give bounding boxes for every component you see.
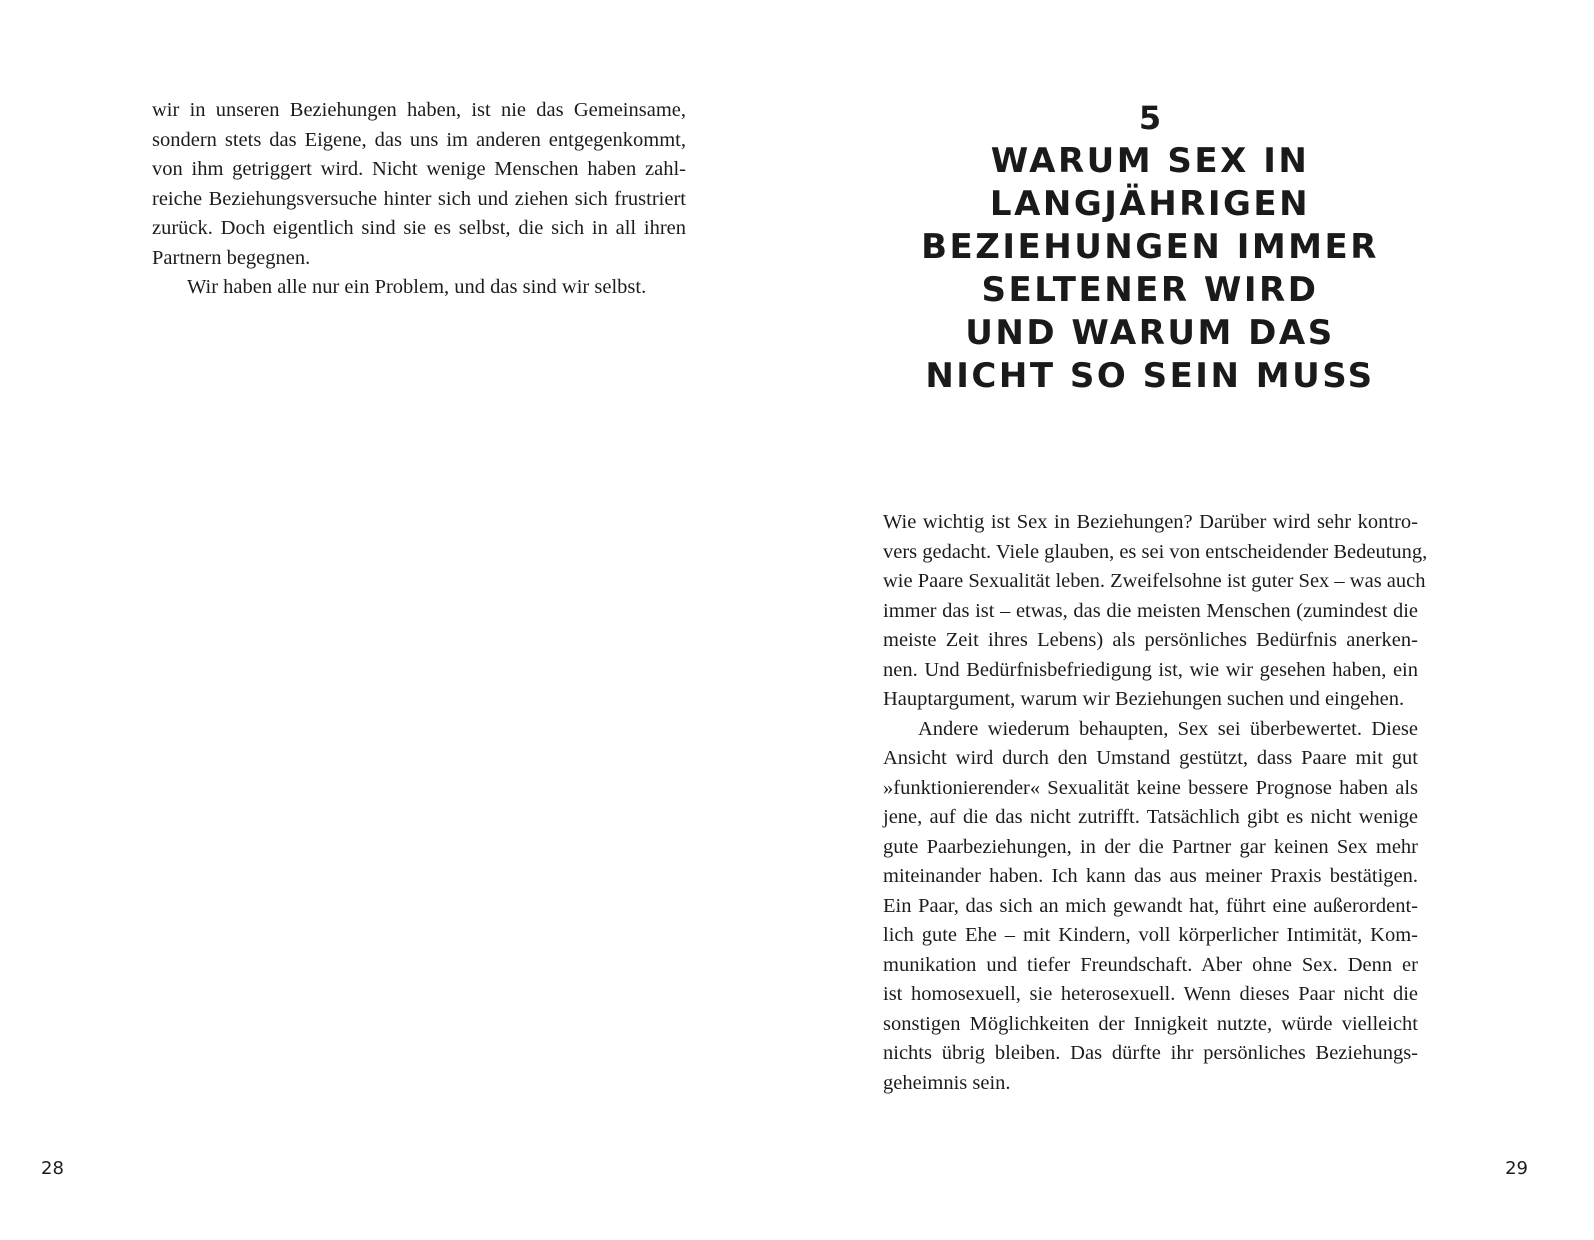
text-line: geheimnis sein. [883,1071,1011,1094]
chapter-title-line: SELTENER WIRD [981,270,1319,310]
text-line: sonstigen Möglichkeiten der Innigkeit nutzte, würde vielleicht [883,1012,1418,1035]
chapter-title-line: LANGJÄHRIGEN [989,184,1311,224]
left-page-body-text [152,96,686,303]
right-page [797,0,1594,1240]
chapter-title-line: WARUM SEX IN [990,141,1310,181]
text-line: Hauptargument, warum wir Beziehungen suchen und eingehen. [883,688,1405,710]
text-line: jene, auf die das nicht zutrifft. Tatsächlich gibt es nicht wenige [883,806,1418,828]
text-line: nichts übrig bleiben. Das dürfte ihr persönliches Beziehungs- [883,1042,1418,1064]
text-line: Partnern begegnen. [152,246,311,269]
text-line: nen. Und Bedürfnisbefriedigung ist, wie wir gesehen haben, ein [883,658,1418,681]
text-line: munikation und tiefer Freundschaft. Aber ohne Sex. Denn er [883,953,1418,976]
text-line: immer das ist – etwas, das die meisten Menschen (zumindest die [883,599,1418,622]
text-line: Wie wichtig ist Sex in Beziehungen? Darüber wird sehr kontro- [883,511,1418,533]
text-line: wir in unseren Beziehungen haben, ist nie das Gemeinsame, [152,99,686,121]
chapter-title-line: BEZIEHUNGEN IMMER [921,227,1379,267]
text-line: Ansicht wird durch den Umstand gestützt, dass Paare mit gut [883,747,1418,769]
text-line: miteinander haben. Ich kann das aus meiner Praxis bestätigen. [883,865,1418,887]
page-number-left: 28 [41,1158,64,1179]
page-number-right: 29 [1505,1158,1528,1179]
text-line: reiche Beziehungsversuche hinter sich und ziehen sich frustriert [152,187,686,210]
text-line: Ein Paar, das sich an mich gewandt hat, führt eine außerordent- [883,894,1418,917]
text-line: ist homosexuell, sie heterosexuell. Wenn dieses Paar nicht die [883,983,1418,1005]
text-line: Andere wiederum behaupten, Sex sei überbewertet. Diese [918,717,1418,740]
text-line: vers gedacht. Viele glauben, es sei von entscheidender Bedeutung, [883,540,1428,563]
text-line: lich gute Ehe – mit Kindern, voll körperlicher Intimität, Kom- [883,924,1418,946]
text-line: sondern stets das Eigene, das uns im anderen entgegenkommt, [152,128,686,151]
chapter-title-line: NICHT SO SEIN MUSS [925,356,1375,396]
text-line: »funktionierender« Sexualität keine bessere Prognose haben als [883,776,1418,799]
text-line: von ihm getriggert wird. Nicht wenige Menschen haben zahl- [152,158,686,180]
text-line: gute Paarbeziehungen, in der die Partner gar keinen Sex mehr [883,835,1418,858]
text-line: wie Paare Sexualität leben. Zweifelsohne ist guter Sex – was auch [883,570,1426,592]
text-line: meiste Zeit ihres Lebens) als persönliches Bedürfnis anerken- [883,629,1418,651]
chapter-heading [877,96,1423,398]
chapter-title-line: UND WARUM DAS [965,313,1335,353]
text-line: zurück. Doch eigentlich sind sie es selbst, die sich in all ihren [152,217,686,239]
right-page-body-text [883,508,1428,1098]
text-line: Wir haben alle nur ein Problem, und das sind wir selbst. [187,276,647,298]
chapter-number: 5 [1138,99,1162,137]
